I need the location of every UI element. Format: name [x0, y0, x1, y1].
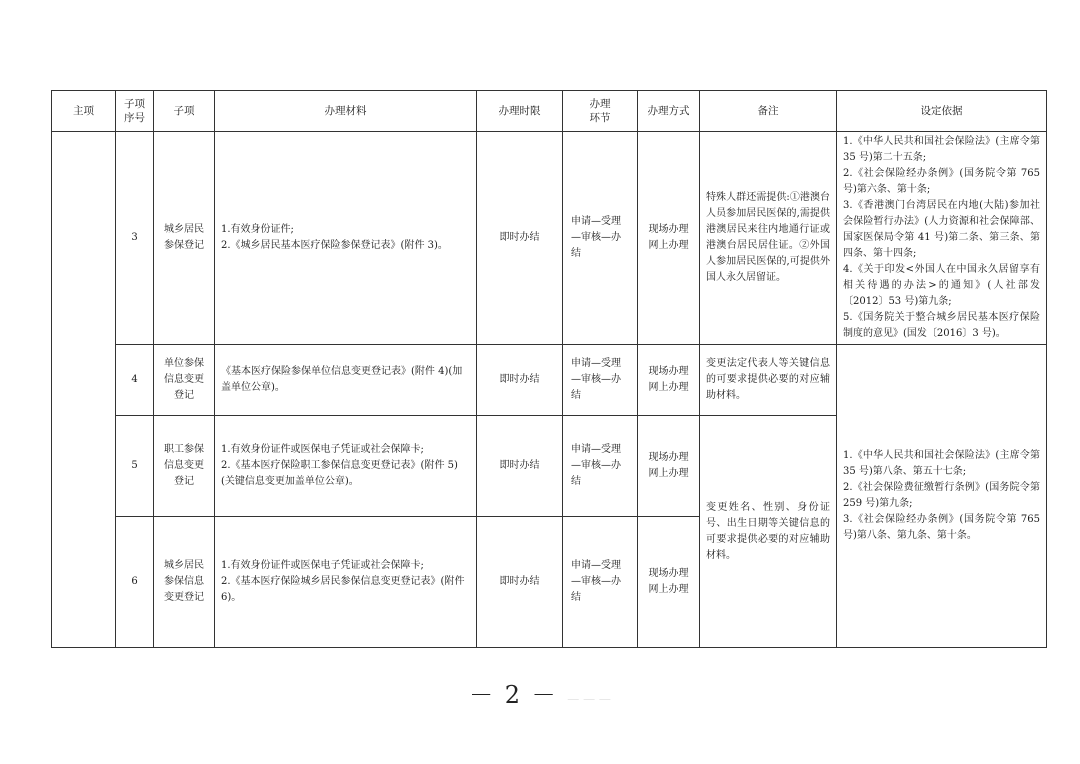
row-remark: 变更法定代表人等关键信息的可要求提供必要的对应辅助材料。 — [700, 345, 837, 416]
row-method: 现场办理 网上办理 — [638, 416, 700, 517]
row-time-limit: 即时办结 — [477, 517, 563, 648]
basis-line: 2.《社会保险费征缴暂行条例》(国务院令第 259 号)第九条; — [843, 482, 1040, 509]
main-item-cell — [52, 132, 116, 648]
shared-remark-cell: 变更姓名、性别、身份证号、出生日期等关键信息的可要求提供必要的对应辅助材料。 — [700, 416, 837, 648]
row-method: 现场办理 网上办理 — [638, 132, 700, 345]
material-line: 1.有效身份证件; — [221, 224, 294, 235]
row-seq: 3 — [116, 132, 154, 345]
row-process: 申请—受理 —审核—办 结 — [563, 345, 638, 416]
row-materials — [215, 132, 477, 345]
row-process: 申请—受理 —审核—办 结 — [563, 517, 638, 648]
basis-line: 5.《国务院关于整合城乡居民基本医疗保险制度的意见》(国发〔2016〕3 号)。 — [843, 312, 1040, 339]
row-materials — [215, 345, 477, 416]
row-method: 现场办理 网上办理 — [638, 517, 700, 648]
service-items-table — [51, 90, 1047, 648]
shared-basis-cell — [837, 345, 1047, 648]
table-row — [52, 132, 1047, 345]
basis-line: 3.《社会保险经办条例》(国务院令第 765 号)第八条、第九条、第十条。 — [843, 514, 1040, 541]
page-number — [0, 675, 1080, 710]
row-sub-item: 单位参保 信息变更 登记 — [154, 345, 215, 416]
table-header-row — [52, 91, 1047, 132]
header-process: 办理 环节 — [563, 91, 638, 132]
table-row — [52, 345, 1047, 416]
row-sub-item: 城乡居民 参保信息 变更登记 — [154, 517, 215, 648]
header-materials: 办理材料 — [215, 91, 477, 132]
basis-line: 3.《香港澳门台湾居民在内地(大陆)参加社会保险暂行办法》(人力资源和社会保障部、国家医保局令第 41 号)第二条、第三条、第四条、第十四条; — [843, 200, 1040, 259]
header-remarks: 备注 — [700, 91, 837, 132]
page-number-text: － 2 － — [469, 681, 558, 709]
row-time-limit: 即时办结 — [477, 416, 563, 517]
row-basis — [837, 132, 1047, 345]
header-main-item: 主项 — [52, 91, 116, 132]
row-materials — [215, 517, 477, 648]
row-seq: 6 — [116, 517, 154, 648]
basis-line: 2.《社会保险经办条例》(国务院令第 765 号)第六条、第十条; — [843, 168, 1040, 195]
row-sub-item: 城乡居民 参保登记 — [154, 132, 215, 345]
basis-line: 1.《中华人民共和国社会保险法》(主席令第 35 号)第八条、第五十七条; — [843, 450, 1040, 477]
material-line: 2.《基本医疗保险职工参保信息变更登记表》(附件 5)(关键信息变更加盖单位公章)。 — [221, 460, 458, 487]
row-method: 现场办理 网上办理 — [638, 345, 700, 416]
row-seq: 5 — [116, 416, 154, 517]
header-basis: 设定依据 — [837, 91, 1047, 132]
material-line: 2.《城乡居民基本医疗保险参保登记表》(附件 3)。 — [221, 240, 448, 251]
row-materials — [215, 416, 477, 517]
row-seq: 4 — [116, 345, 154, 416]
row-time-limit: 即时办结 — [477, 345, 563, 416]
row-remark: 特殊人群还需提供:①港澳台人员参加居民医保的,需提供港澳居民来往内地通行证或港澳台居民居住证。②外国人参加居民医保的,可提供外国人永久居留证。 — [700, 132, 837, 345]
row-time-limit: 即时办结 — [477, 132, 563, 345]
basis-line: 1.《中华人民共和国社会保险法》(主席令第 35 号)第二十五条; — [843, 136, 1040, 163]
header-sub-item: 子项 — [154, 91, 215, 132]
material-line: 2.《基本医疗保险城乡居民参保信息变更登记表》(附件 6)。 — [221, 576, 465, 603]
material-line: 《基本医疗保险参保单位信息变更登记表》(附件 4)(加盖单位公章)。 — [221, 366, 463, 393]
header-sub-seq: 子项 序号 — [116, 91, 154, 132]
row-process: 申请—受理 —审核—办 结 — [563, 132, 638, 345]
basis-line: 4.《关于印发<外国人在中国永久居留享有相关待遇的办法>的通知》(人社部发〔2012〕53 号)第九条; — [843, 264, 1040, 307]
header-time-limit: 办理时限 — [477, 91, 563, 132]
page-number-trailing-mark: — — — — [567, 692, 611, 706]
material-line: 1.有效身份证件或医保电子凭证或社会保障卡; — [221, 444, 424, 455]
row-process: 申请—受理 —审核—办 结 — [563, 416, 638, 517]
row-sub-item: 职工参保 信息变更 登记 — [154, 416, 215, 517]
header-method: 办理方式 — [638, 91, 700, 132]
material-line: 1.有效身份证件或医保电子凭证或社会保障卡; — [221, 560, 424, 571]
